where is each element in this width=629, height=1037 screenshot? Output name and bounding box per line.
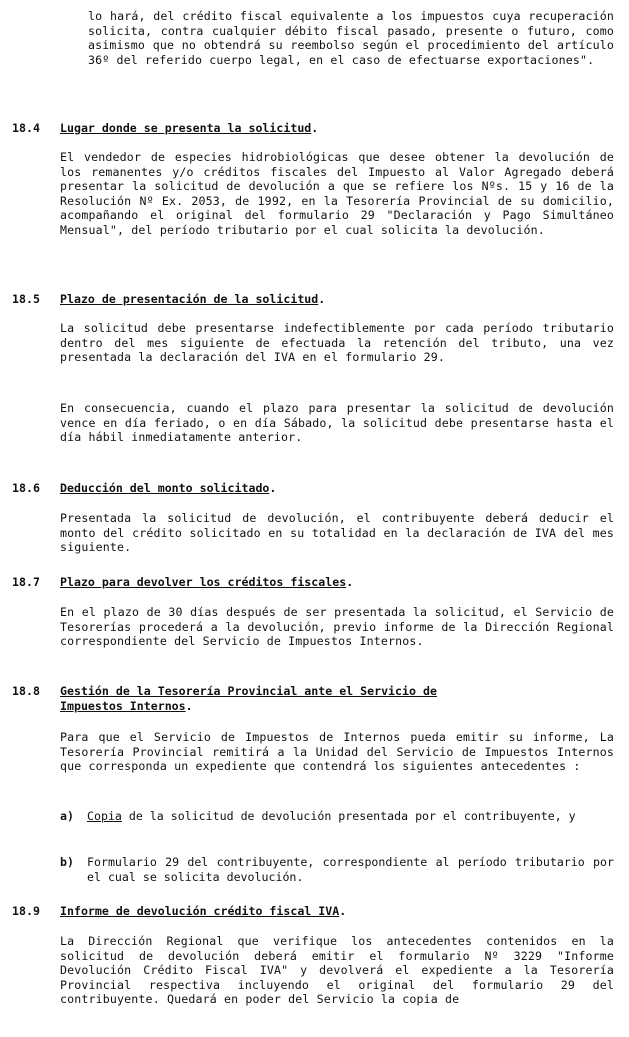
section-title: Gestión de la Tesorería Provincial ante el Servicio de — [60, 684, 437, 698]
section-number: 18.6 — [12, 481, 40, 495]
section-number: 18.5 — [12, 292, 40, 306]
section-number: 18.7 — [12, 575, 40, 589]
underlined-term: Copia — [87, 809, 122, 823]
paragraph-18-4: El vendedor de especies hidrobiológicas que desee obtener la devolución de los remanentes y/o créditos fiscales del Impuesto al Valor Agregado deberá presentar la solicitud de devolución a que se refiere los Nºs. 15 y 16 de la Resolución Nº Ex. 2053, de 1992, en la Tesorería Provincial de su domicilio, acompañando el original del formulario 29 "Declaración y Pago Simultáneo Mensual", del período tributario por el cual solicita la devolución. — [60, 150, 614, 237]
section-heading-18-7: 18.7 Plazo para devolver los créditos fiscales. — [12, 575, 354, 589]
section-number: 18.4 — [12, 121, 40, 135]
section-number: 18.9 — [12, 904, 40, 918]
section-number: 18.8 — [12, 684, 40, 698]
section-title-continued: Impuestos Internos — [60, 699, 186, 713]
list-item-b — [60, 855, 614, 884]
list-item-text: Formulario 29 del contribuyente, correspondiente al período tributario por el cual se solicita devolución. — [87, 855, 614, 884]
list-marker: a) — [60, 809, 74, 823]
section-heading-18-8 — [12, 684, 622, 699]
section-title: Informe de devolución crédito fiscal IVA — [60, 904, 340, 918]
section-title: Deducción del monto solicitado — [60, 481, 270, 495]
intro-paragraph: lo hará, del crédito fiscal equivalente a los impuestos cuya recuperación solicita, contra cualquier débito fiscal pasado, presente o futuro, como asimismo que no obtendrá su reembolso según el procedimiento del artículo 36º del referido cuerpo legal, en el caso de efectuarse exportaciones". — [88, 9, 614, 67]
section-title: Plazo de presentación de la solicitud — [60, 292, 319, 306]
paragraph-18-8: Para que el Servicio de Impuestos de Internos pueda emitir su informe, La Tesorería Provincial remitirá a la Unidad del Servicio de Impuestos Internos que corresponda un expediente que contendrá los siguientes antecedentes : — [60, 730, 614, 774]
paragraph-18-5-a: La solicitud debe presentarse indefectiblemente por cada período tributario dentro del mes siguiente de efectuada la retención del tributo, una vez presentada la declaración del IVA en el formulario 29. — [60, 321, 614, 365]
paragraph-18-5-b: En consecuencia, cuando el plazo para presentar la solicitud de devolución vence en día feriado, o en día Sábado, la solicitud debe presentarse hasta el día hábil inmediatamente anterior. — [60, 401, 614, 445]
section-title: Lugar donde se presenta la solicitud — [60, 121, 312, 135]
section-heading-18-4: 18.4 Lugar donde se presenta la solicitud. — [12, 121, 319, 135]
list-item-a — [60, 809, 614, 824]
section-heading-18-9: 18.9 Informe de devolución crédito fiscal IVA. — [12, 904, 347, 918]
section-heading-18-5: 18.5 Plazo de presentación de la solicitud. — [12, 292, 326, 306]
section-heading-18-6: 18.6 Deducción del monto solicitado. — [12, 481, 277, 495]
section-title: Plazo para devolver los créditos fiscales — [60, 575, 347, 589]
section-heading-18-8-cont: Impuestos Internos. — [60, 699, 193, 713]
paragraph-18-7: En el plazo de 30 días después de ser presentada la solicitud, el Servicio de Tesorerías procederá a la devolución, previo informe de la Dirección Regional correspondiente del Servicio de Impuestos Internos. — [60, 605, 614, 649]
list-marker: b) — [60, 855, 74, 869]
list-item-text: de la solicitud de devolución presentada por el contribuyente, y — [121, 809, 576, 823]
paragraph-18-9: La Dirección Regional que verifique los antecedentes contenidos en la solicitud de devolución deberá emitir el formulario Nº 3229 "Informe Devolución Crédito Fiscal IVA" y devolverá el expediente a la Tesorería Provincial respectiva incluyendo el original del formulario 29 del contribuyente. Quedará en poder del Servicio la copia de — [60, 934, 614, 1007]
paragraph-18-6: Presentada la solicitud de devolución, el contribuyente deberá deducir el monto del crédito solicitado en su totalidad en la declaración de IVA del mes siguiente. — [60, 511, 614, 555]
